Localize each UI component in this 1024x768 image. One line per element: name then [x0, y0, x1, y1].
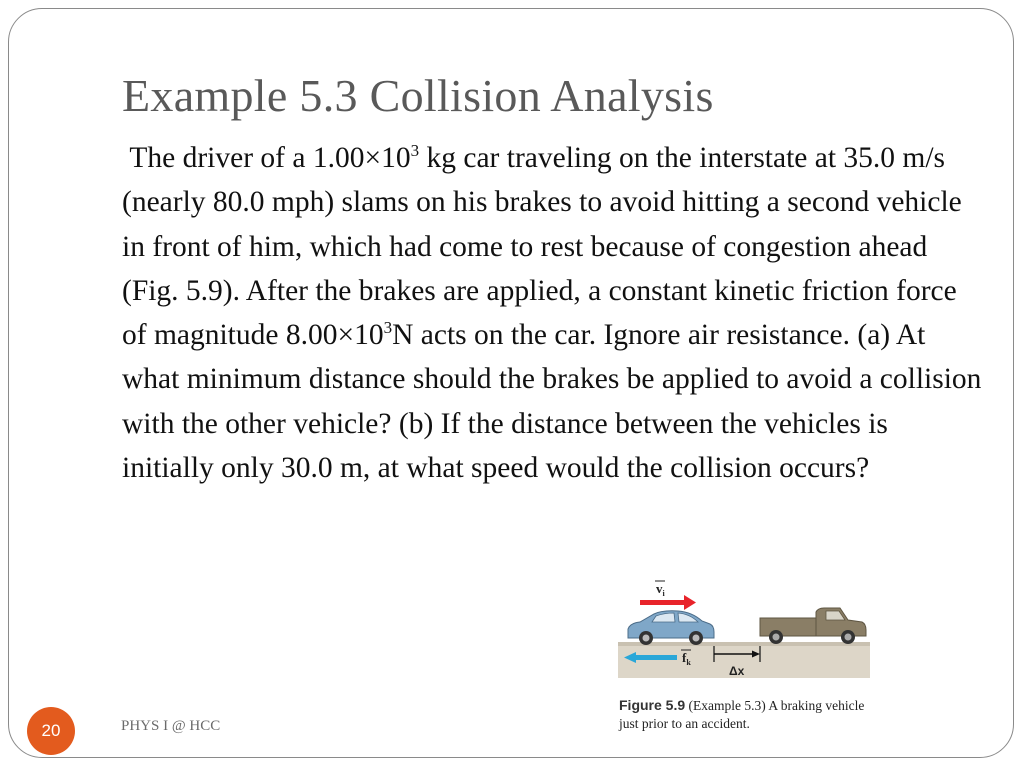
figure-caption-text: (Example 5.3) A braking vehicle just prior to an accident. [619, 698, 865, 731]
truck-icon [760, 608, 866, 644]
displacement-label: Δx [729, 664, 745, 678]
velocity-arrow-head [684, 595, 696, 610]
velocity-subscript: i [662, 589, 665, 598]
figure-braking-vehicle [618, 578, 870, 678]
problem-text-part-1: The driver of a 1.00×10 [129, 142, 411, 174]
problem-text-part-3: N acts on the car. Ignore air resistance. (a) At what minimum distance should the brakes be applied to avoid a collision with the other vehicle? (b) If the distance between the vehicles is initially only 30.0 m, at what speed would the collision occurs? [122, 319, 982, 485]
page-number: 20 [41, 721, 61, 740]
exponent-2: 3 [383, 318, 393, 338]
velocity-label [656, 581, 666, 598]
figure-caption-label: Figure 5.9 [619, 697, 686, 713]
figure-caption [619, 696, 879, 733]
footer-course-label: PHYS I @ HCC [121, 718, 221, 734]
slide-title: Example 5.3 Collision Analysis [122, 70, 714, 121]
car-icon [628, 611, 714, 645]
road-shadow [618, 642, 870, 646]
friction-symbol: f [682, 650, 687, 665]
page-number-badge [27, 707, 75, 755]
friction-arrow-shaft [635, 655, 677, 660]
problem-text-part-2: kg car traveling on the interstate at 35.0 m/s (nearly 80.0 mph) slams on his brakes to avoid hitting a second vehicle in front of him, which had come to rest because of congestion ahead (Fig. 5.9). After the brakes are applied, a constant kinetic friction force of magnitude 8.00×10 [122, 142, 962, 352]
exponent-1: 3 [410, 141, 420, 160]
velocity-arrow-shaft [640, 600, 686, 605]
friction-subscript: k [686, 658, 691, 667]
velocity-symbol: v [656, 581, 663, 596]
problem-statement [122, 136, 982, 490]
